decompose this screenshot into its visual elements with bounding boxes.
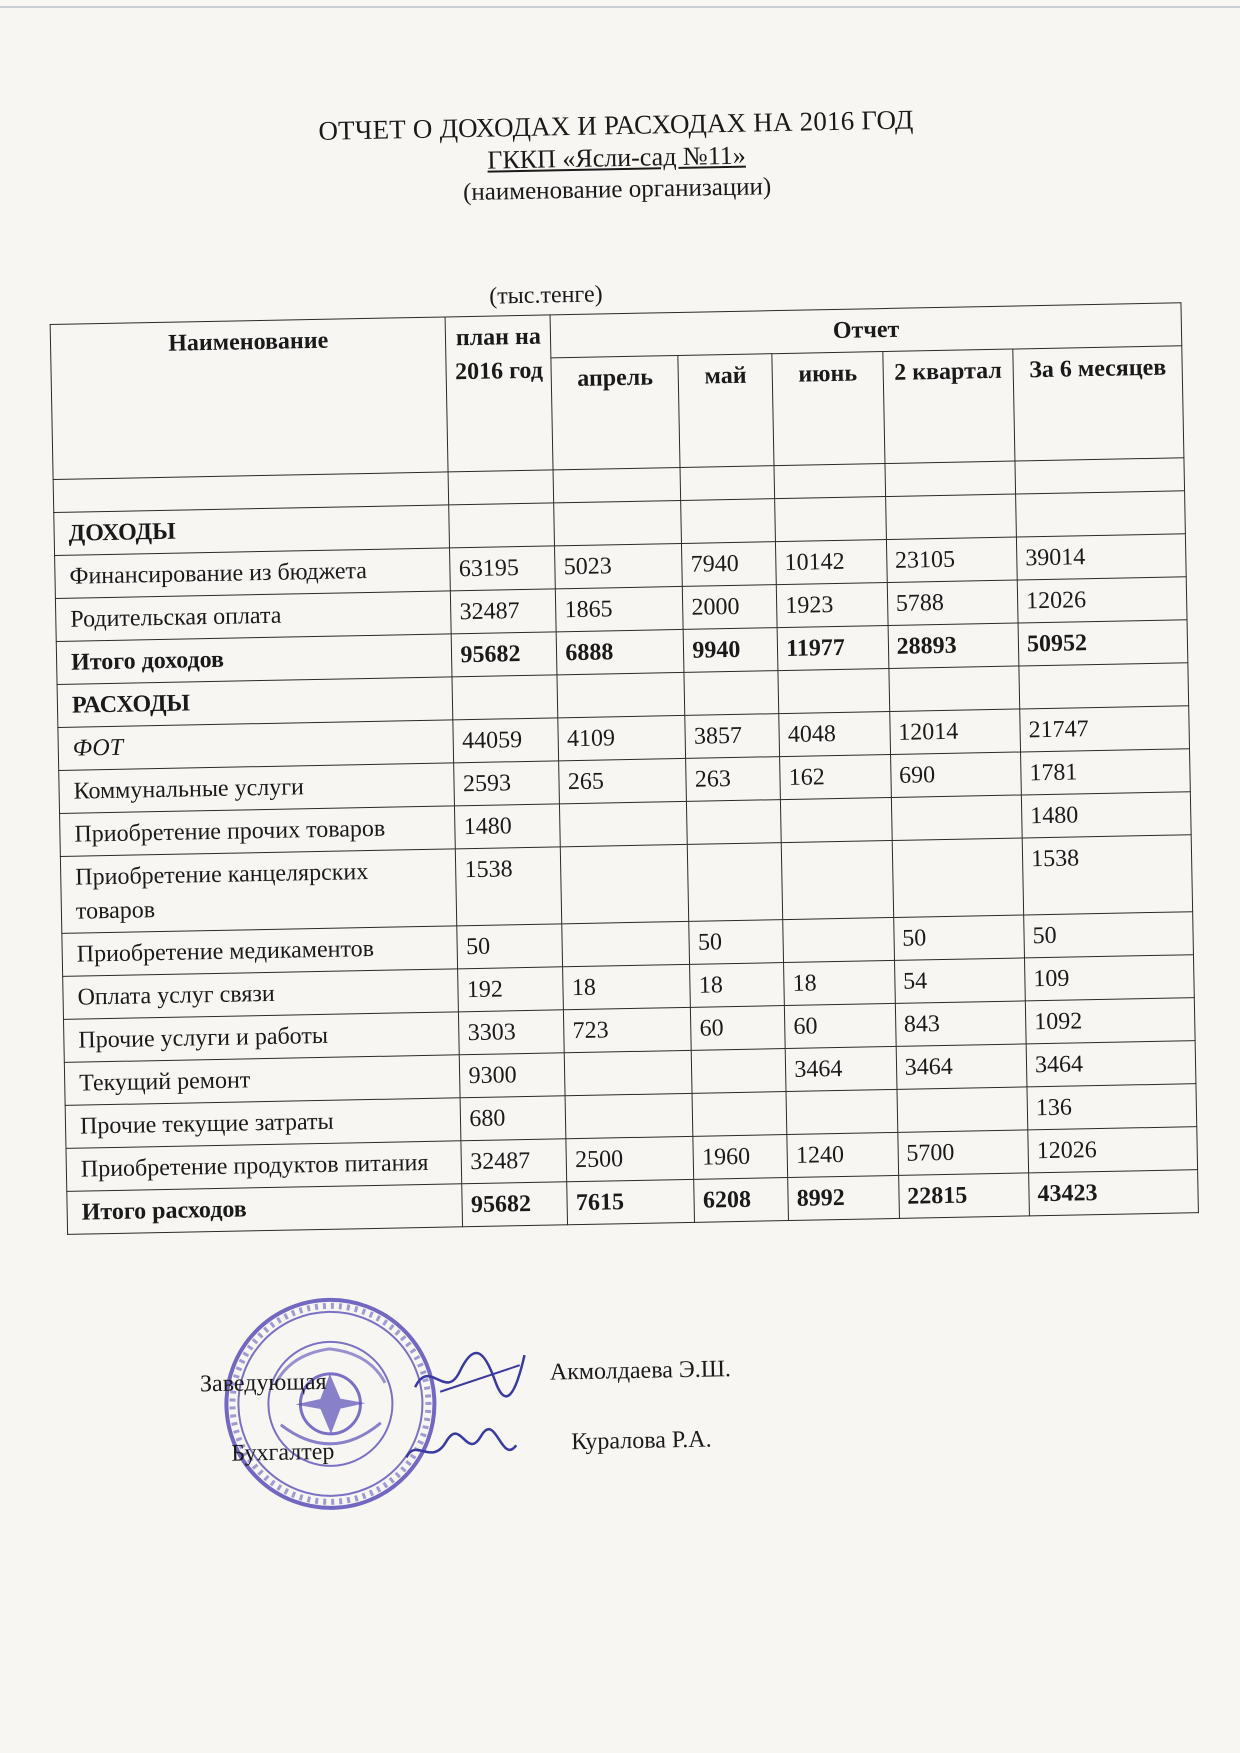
empty-cell	[449, 503, 555, 548]
cell-june	[783, 917, 894, 962]
col-header-june: июнь	[772, 352, 885, 466]
cell-plan: 50	[457, 924, 563, 969]
cell-six: 1538	[1022, 835, 1192, 915]
document-title: ОТЧЕТ О ДОХОДАХ И РАСХОДАХ НА 2016 ГОД	[318, 104, 914, 146]
row-name: Коммунальные услуги	[59, 763, 455, 814]
empty-cell	[557, 672, 685, 717]
cell-plan: 32487	[461, 1139, 567, 1184]
cell-six: 39014	[1016, 534, 1186, 580]
section-label: ДОХОДЫ	[54, 505, 450, 556]
empty-cell	[1016, 491, 1186, 537]
cell-six: 12026	[1017, 577, 1187, 623]
cell-six: 1781	[1021, 749, 1191, 795]
cell-plan: 680	[460, 1096, 566, 1141]
empty-cell	[775, 497, 886, 542]
row-name: Родительская оплата	[55, 591, 451, 642]
cell-april: 2500	[566, 1136, 694, 1181]
cell-may: 9940	[683, 628, 778, 673]
document-page	[46, 97, 1215, 1619]
cell-june: 10142	[776, 540, 887, 585]
cell-june	[781, 797, 892, 842]
signatory-position-accountant: Бухгалтер	[231, 1438, 335, 1467]
col-header-plan: план на 2016 год	[445, 315, 553, 472]
cell-april: 4109	[558, 715, 686, 760]
cell-may	[692, 1049, 787, 1094]
official-stamp-seal	[218, 1292, 442, 1516]
empty-cell	[1019, 663, 1189, 709]
cell-q2: 690	[890, 752, 1021, 797]
cell-june: 4048	[779, 711, 890, 756]
cell-six: 12026	[1028, 1127, 1198, 1173]
cell-april	[565, 1093, 693, 1138]
row-name: Прочие текущие затраты	[65, 1098, 461, 1149]
cell-q2: 5700	[897, 1130, 1028, 1175]
cell-plan: 1480	[455, 804, 561, 849]
cell-april	[565, 1050, 693, 1095]
col-header-name: Наименование	[50, 317, 448, 480]
cell-may: 50	[689, 920, 784, 965]
empty-cell	[684, 671, 779, 716]
cell-six: 1480	[1021, 792, 1191, 838]
scan-edge-line	[0, 6, 1240, 8]
cell-april	[560, 801, 688, 846]
cell-q2: 3464	[896, 1044, 1027, 1089]
cell-plan: 95682	[452, 632, 558, 677]
row-name: Итого расходов	[67, 1184, 463, 1235]
cell-june: 3464	[785, 1046, 896, 1091]
cell-may	[688, 843, 783, 922]
document-header	[46, 97, 1188, 217]
cell-june: 18	[784, 960, 895, 1005]
cell-may: 6208	[694, 1178, 789, 1223]
row-name: Итого доходов	[56, 634, 452, 685]
signature-head	[409, 1345, 530, 1407]
row-name: Приобретение продуктов питания	[66, 1141, 462, 1192]
cell-may: 60	[691, 1006, 786, 1051]
cell-april: 265	[559, 758, 687, 803]
cell-june: 1240	[787, 1132, 898, 1177]
signature-block	[68, 1237, 1214, 1559]
cell-six: 43423	[1029, 1170, 1199, 1216]
cell-plan: 192	[458, 967, 564, 1012]
cell-six: 109	[1024, 955, 1194, 1001]
row-name: Оплата услуг связи	[63, 969, 459, 1020]
cell-plan: 3303	[459, 1010, 565, 1055]
cell-may: 18	[690, 963, 785, 1008]
cell-q2: 843	[895, 1001, 1026, 1046]
report-table	[50, 302, 1199, 1235]
col-header-q2: 2 квартал	[882, 349, 1014, 463]
cell-plan: 95682	[462, 1182, 568, 1227]
row-name: Текущий ремонт	[64, 1055, 460, 1106]
cell-q2: 12014	[889, 709, 1020, 754]
cell-june: 8992	[788, 1175, 899, 1220]
cell-april	[562, 921, 690, 966]
signature-accountant	[401, 1420, 522, 1477]
signatory-name-accountant: Куралова Р.А.	[570, 1426, 712, 1456]
cell-plan: 9300	[460, 1053, 566, 1098]
cell-six: 3464	[1026, 1041, 1196, 1087]
cell-june: 11977	[777, 626, 888, 671]
signatory-position-head: Заведующая	[199, 1368, 327, 1398]
empty-cell	[889, 666, 1020, 711]
cell-april	[561, 844, 689, 923]
cell-april: 5023	[555, 543, 683, 588]
cell-q2: 5788	[887, 580, 1018, 625]
cell-plan: 1538	[456, 847, 562, 926]
cell-april: 18	[563, 964, 691, 1009]
cell-may	[687, 800, 782, 845]
report-body	[54, 491, 1199, 1235]
section-label: РАСХОДЫ	[57, 677, 453, 728]
empty-cell	[554, 500, 682, 545]
cell-plan: 32487	[451, 589, 557, 634]
currency-units: (тыс.тенге)	[488, 281, 603, 310]
cell-june: 60	[785, 1003, 896, 1048]
cell-april: 723	[564, 1007, 692, 1052]
row-name: Приобретение прочих товаров	[60, 806, 456, 857]
cell-may: 3857	[685, 714, 780, 759]
cell-may	[692, 1092, 787, 1137]
row-name: Финансирование из бюджета	[55, 548, 451, 599]
organization-label: (наименование организации)	[462, 173, 772, 207]
col-header-report: Отчет	[550, 303, 1181, 358]
cell-april: 6888	[556, 629, 684, 674]
cell-six: 1092	[1025, 998, 1195, 1044]
cell-plan: 44059	[453, 718, 559, 763]
cell-six: 21747	[1020, 706, 1190, 752]
cell-q2: 22815	[898, 1173, 1029, 1218]
empty-cell	[778, 669, 889, 714]
row-name: Приобретение канцелярских товаров	[60, 849, 457, 934]
cell-six: 50	[1024, 912, 1194, 958]
row-name: Приобретение медикаментов	[62, 926, 458, 977]
cell-six: 50952	[1018, 620, 1188, 666]
cell-june: 1923	[776, 583, 887, 628]
cell-june	[786, 1089, 897, 1134]
row-name: Прочие услуги и работы	[63, 1012, 459, 1063]
empty-cell	[885, 494, 1016, 539]
cell-q2	[891, 795, 1022, 840]
cell-june: 162	[780, 754, 891, 799]
cell-may: 263	[686, 757, 781, 802]
cell-may: 1960	[693, 1135, 788, 1180]
col-header-may: май	[678, 354, 774, 468]
col-header-six-months: За 6 месяцев	[1013, 346, 1184, 461]
cell-june	[781, 840, 893, 919]
cell-plan: 63195	[450, 546, 556, 591]
row-name: ФОТ	[58, 720, 454, 771]
signatory-name-head: Акмолдаева Э.Ш.	[549, 1356, 732, 1386]
col-header-april: апрель	[551, 355, 680, 469]
cell-q2: 54	[894, 958, 1025, 1003]
cell-plan: 2593	[454, 761, 560, 806]
cell-april: 1865	[556, 586, 684, 631]
cell-q2	[892, 838, 1024, 917]
cell-q2: 28893	[888, 623, 1019, 668]
cell-april: 7615	[567, 1179, 695, 1224]
cell-six: 136	[1027, 1084, 1197, 1130]
cell-q2	[897, 1087, 1028, 1132]
cell-q2: 23105	[886, 537, 1017, 582]
empty-cell	[452, 675, 558, 720]
organization-name: ГККП «Ясли-сад №11»	[487, 140, 746, 175]
cell-may: 7940	[682, 542, 777, 587]
cell-q2: 50	[893, 915, 1024, 960]
empty-cell	[681, 499, 776, 544]
cell-may: 2000	[683, 585, 778, 630]
